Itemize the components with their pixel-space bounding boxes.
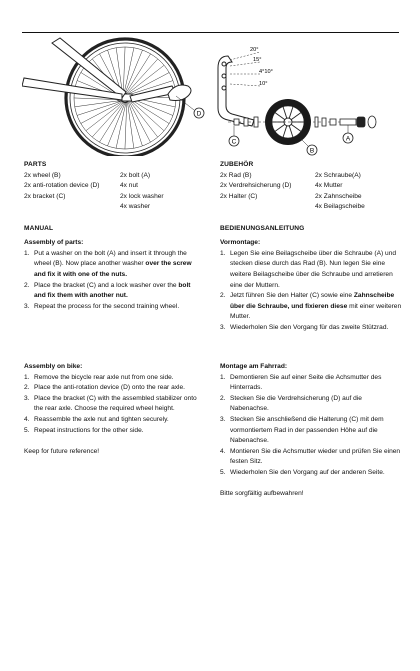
montage-steps [220,373,402,479]
part-item: 2x Zahnscheibe [315,192,362,200]
part-item: 2x wheel (B) [24,171,61,179]
bike-wheel-drawing [66,39,184,156]
part-item: 2x lock washer [120,192,164,200]
zubehoer-list [220,171,402,213]
step-item: 3. Repeat the process for the second training wheel. [24,302,180,310]
zubehoer-left-column [220,171,315,213]
bracket-drawing [218,56,254,126]
step-item: 1. Remove the bicycle rear axle nut from one side. [24,373,174,381]
step-item: 1. Demontieren Sie auf einer Seite die Achsmutter des Hinterrads. [220,373,382,392]
german-column [220,160,402,334]
top-rule [22,32,399,33]
part-item: 2x anti-rotation device (D) [24,182,100,190]
parts-right-column [120,171,204,213]
english-column [24,160,204,312]
part-item: 2x Verdrehsicherung (D) [220,182,292,190]
part-item: 2x Rad (B) [220,171,252,179]
step-item: 3. Wiederholen Sie den Vorgang für das zweite Stützrad. [220,323,389,331]
part-item: 2x bolt (A) [120,171,151,179]
assembly-illustration [22,34,399,156]
step-item: 3. Place the bracket (C) with the assembled stabilizer onto the rear axle. Choose the required wheel height. [24,394,197,413]
assembly-parts-heading: Assembly of parts: [24,239,84,247]
parts-list [24,171,204,213]
parts-left-column [24,171,120,213]
angle-label-4: 10° [259,81,268,87]
step-item: 3. Stecken Sie anschließend die Halterung (C) mit dem vormontiertem Rad in der passenden Höhe auf die Nabenachse. [220,415,384,445]
zubehoer-heading: ZUBEHÖR [220,161,254,168]
parts-steps [24,249,204,313]
part-item: 2x Schraube(A) [315,171,361,179]
keep-note: Keep for future reference! [24,447,100,455]
vormontage-heading: Vormontage: [220,239,261,247]
assembly-bike-heading: Assembly on bike: [24,363,83,370]
part-item: 4x Beilagscheibe [315,203,365,211]
part-item: 4x Mutter [315,182,343,190]
part-item: 2x bracket (C) [24,192,66,200]
label-b: B [309,147,315,155]
part-item: 4x nut [120,182,138,190]
step-item: 4. Montieren Sie die Achsmutter wieder und prüfen Sie einen festen Sitz. [220,447,401,466]
step-item: 2. Place the bracket (C) and a lock washer over the bolt and fix them with another nut. [24,281,191,300]
german-bike-section [220,362,402,500]
step-item: 2. Stecken Sie die Verdrehsicherung (D) auf die Nabenachse. [220,394,362,413]
keep-note-de: Bitte sorgfältig aufbewahren! [220,490,304,498]
label-c: C [231,138,237,146]
montage-heading: Montage am Fahrrad: [220,363,288,370]
step-item: 1. Legen Sie eine Beilagscheibe über die Schraube (A) und stecken diese durch das Rad (B). Nun legen Sie eine weitere Beilagscheibe über die Schraube und arretieren eine der Muttern. [220,249,397,289]
angle-label-2: 15° [253,57,262,63]
angle-label-3: 4°10° [259,69,273,75]
label-d: D [196,110,202,118]
part-item: 4x washer [120,203,151,211]
part-item: 2x Halter (C) [220,192,258,200]
bedienungsanleitung-heading: BEDIENUNGSANLEITUNG [220,224,305,232]
label-a: A [345,135,351,143]
angle-label-1: 20° [250,47,259,53]
vormontage-steps [220,249,402,334]
step-item: 1. Put a washer on the bolt (A) and insert it through the wheel (B). Now place another washer over the screw and fix it with one of the nuts. [24,249,192,278]
bike-steps [24,373,204,437]
english-bike-section [24,362,204,457]
step-item: 2. Place the anti-rotation device (D) onto the rear axle. [24,384,186,392]
step-item: 5. Repeat instructions for the other side. [24,426,144,434]
zubehoer-right-column [315,171,402,213]
bike-frame-drawing [22,38,191,102]
step-item: 4. Reassemble the axle nut and tighten securely. [24,415,169,423]
manual-heading: MANUAL [24,224,54,232]
parts-heading: PARTS [24,161,47,168]
step-item: 5. Wiederholen Sie den Vorgang auf der anderen Seite. [220,468,385,476]
step-item: 2. Jetzt führen Sie den Halter (C) sowie eine Zahnscheibe über die Schraube, und fixieren diese mit einer weiteren Mutter. [220,292,402,321]
